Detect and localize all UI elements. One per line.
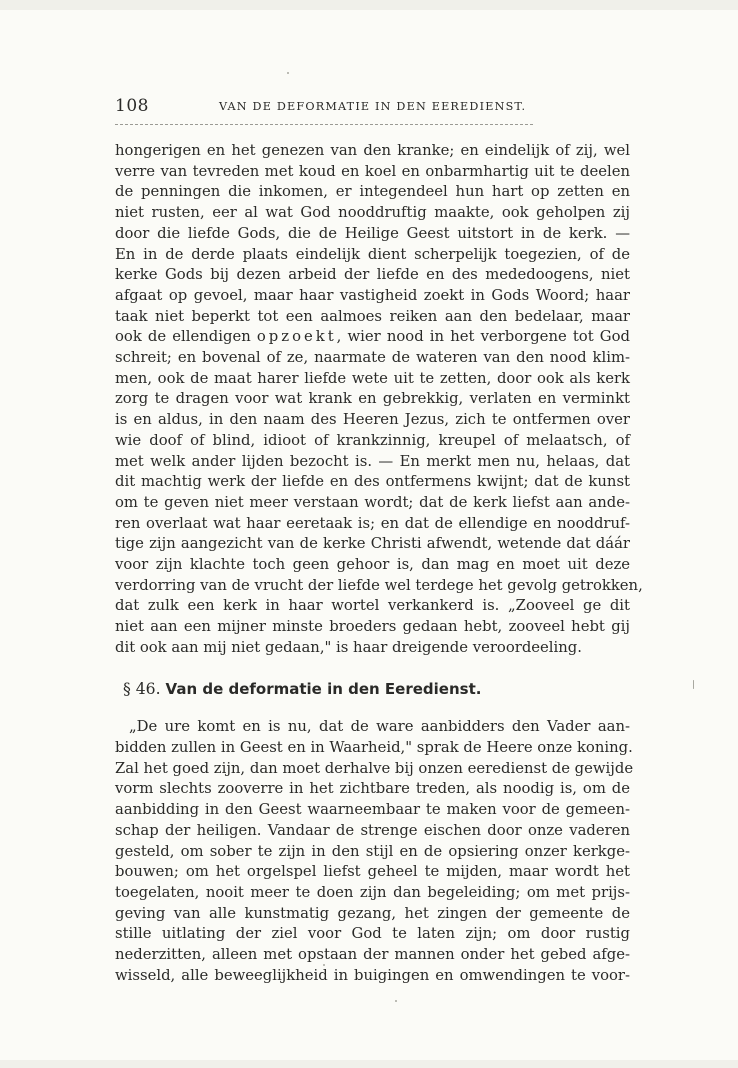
text-line: geving van alle kunstmatig gezang, het zingen der gemeente de	[115, 904, 630, 922]
text-line: nederzitten, alleen met opstaan der mannen onder het gebed afge-	[115, 946, 630, 964]
section-title: Van de deformatie in den Eeredienst.	[165, 679, 482, 698]
text-line: schap der heiligen. Vandaar de strenge eischen door onze vaderen	[115, 821, 630, 839]
text-line: bouwen; om het orgelspel liefst geheel te mijden, maar wordt het	[115, 863, 630, 881]
text-line: met welk ander lijden bezocht is. — En merkt men nu, helaas, dat	[115, 452, 630, 470]
text-line	[115, 327, 630, 348]
text-line: Zal het goed zijn, dan moet derhalve bij onzen eeredienst de gewijde	[115, 759, 634, 777]
running-title: VAN DE DEFORMATIE IN DEN EEREDIENST.	[219, 100, 527, 113]
text-line: door die liefde Gods, die de Heilige Geest uitstort in de kerk. —	[115, 224, 630, 242]
text-fragment: , wier nood in het verborgene tot God	[336, 328, 630, 346]
text-line: dit machtig werk der liefde en des ontfermens kwijnt; dat de kunst	[115, 473, 630, 491]
text-line: dit ook aan mij niet gedaan," is haar dreigende veroordeeling.	[115, 638, 582, 656]
text-line: niet aan een mijner minste broeders gedaan hebt, zooveel hebt gij	[115, 618, 630, 636]
text-line: dat zulk een kerk in haar wortel verkankerd is. „Zooveel ge dit	[115, 597, 630, 615]
header-rule	[115, 124, 533, 125]
text-fragment: ook de ellendigen	[115, 328, 257, 346]
text-line: vorm slechts zooverre in het zichtbare treden, als noodig is, om de	[115, 780, 630, 798]
text-line: zorg te dragen voor wat krank en gebrekkig, verlaten en verminkt	[115, 390, 630, 408]
text-line: afgaat op gevoel, maar haar vastigheid zoekt in Gods Woord; haar	[115, 286, 630, 304]
text-line: aanbidding in den Geest waarneembaar te maken voor de gemeen-	[115, 801, 630, 819]
text-line: verdorring van de vrucht der liefde wel terdege het gevolg getrokken,	[115, 576, 643, 594]
section-heading	[123, 679, 630, 700]
spaced-emphasis: opzoekt	[256, 328, 337, 346]
paper-speck	[287, 72, 289, 74]
text-line: men, ook de maat harer liefde wete uit te zetten, door ook als kerk	[115, 369, 630, 387]
text-line: bidden zullen in Geest en in Waarheid," sprak de Heere onze koning.	[115, 738, 633, 756]
text-line: is en aldus, in den naam des Heeren Jezus, zich te ontfermen over	[115, 411, 630, 429]
text-line: toegelaten, nooit meer te doen zijn dan begeleiding; om met prijs-	[115, 883, 630, 901]
text-line: de penningen die inkomen, er integendeel hun hart op zetten en	[115, 183, 630, 201]
text-line: wisseld, alle beweeglijkheid in buigingen en omwendingen te voor-	[115, 966, 630, 984]
paper-speck	[323, 964, 325, 966]
paper-speck	[693, 680, 694, 689]
text-line: taak niet beperkt tot een aalmoes reiken aan den bedelaar, maar	[115, 307, 630, 325]
section-number: § 46.	[123, 679, 161, 698]
text-line: schreit; en bovenal of ze, naarmate de wateren van den nood klim-	[115, 349, 630, 367]
text-line: verre van tevreden met koud en koel en onbarmhartig uit te deelen	[115, 162, 630, 180]
text-line: wie doof of blind, idioot of krankzinnig, kreupel of melaatsch, of	[115, 431, 630, 449]
page-number: 108	[115, 96, 149, 116]
paragraph-2	[115, 717, 634, 986]
paper-speck	[395, 1000, 397, 1002]
page-top-edge	[0, 0, 738, 10]
text-line: tige zijn aangezicht van de kerke Christi afwendt, wetende dat dáár	[115, 535, 630, 553]
text-line: En in de derde plaats eindelijk dient scherpelijk toegezien, of de	[115, 245, 630, 263]
text-line: gesteld, om sober te zijn in den stijl en de opsiering onzer kerkge-	[115, 842, 630, 860]
paragraph-1	[115, 141, 643, 659]
text-line: kerke Gods bij dezen arbeid der liefde en des mededoogens, niet	[115, 266, 630, 284]
text-line: om te geven niet meer verstaan wordt; dat de kerk liefst aan ande-	[115, 493, 630, 511]
text-line: stille uitlating der ziel voor God te laten zijn; om door rustig	[115, 925, 630, 943]
body-text	[115, 141, 643, 986]
page-bottom-edge	[0, 1060, 738, 1068]
text-line: „De ure komt en is nu, dat de ware aanbidders den Vader aan-	[129, 718, 630, 736]
text-line: hongerigen en het genezen van den kranke; en eindelijk of zij, wel	[115, 142, 630, 159]
text-line: niet rusten, eer al wat God nooddruftig maakte, ook geholpen zij	[115, 204, 630, 222]
running-head	[115, 96, 635, 118]
text-line: ren overlaat wat haar eeretaak is; en dat de ellendige en nooddruf-	[115, 514, 630, 532]
text-line: voor zijn klachte toch geen gehoor is, dan mag en moet uit deze	[115, 556, 630, 574]
